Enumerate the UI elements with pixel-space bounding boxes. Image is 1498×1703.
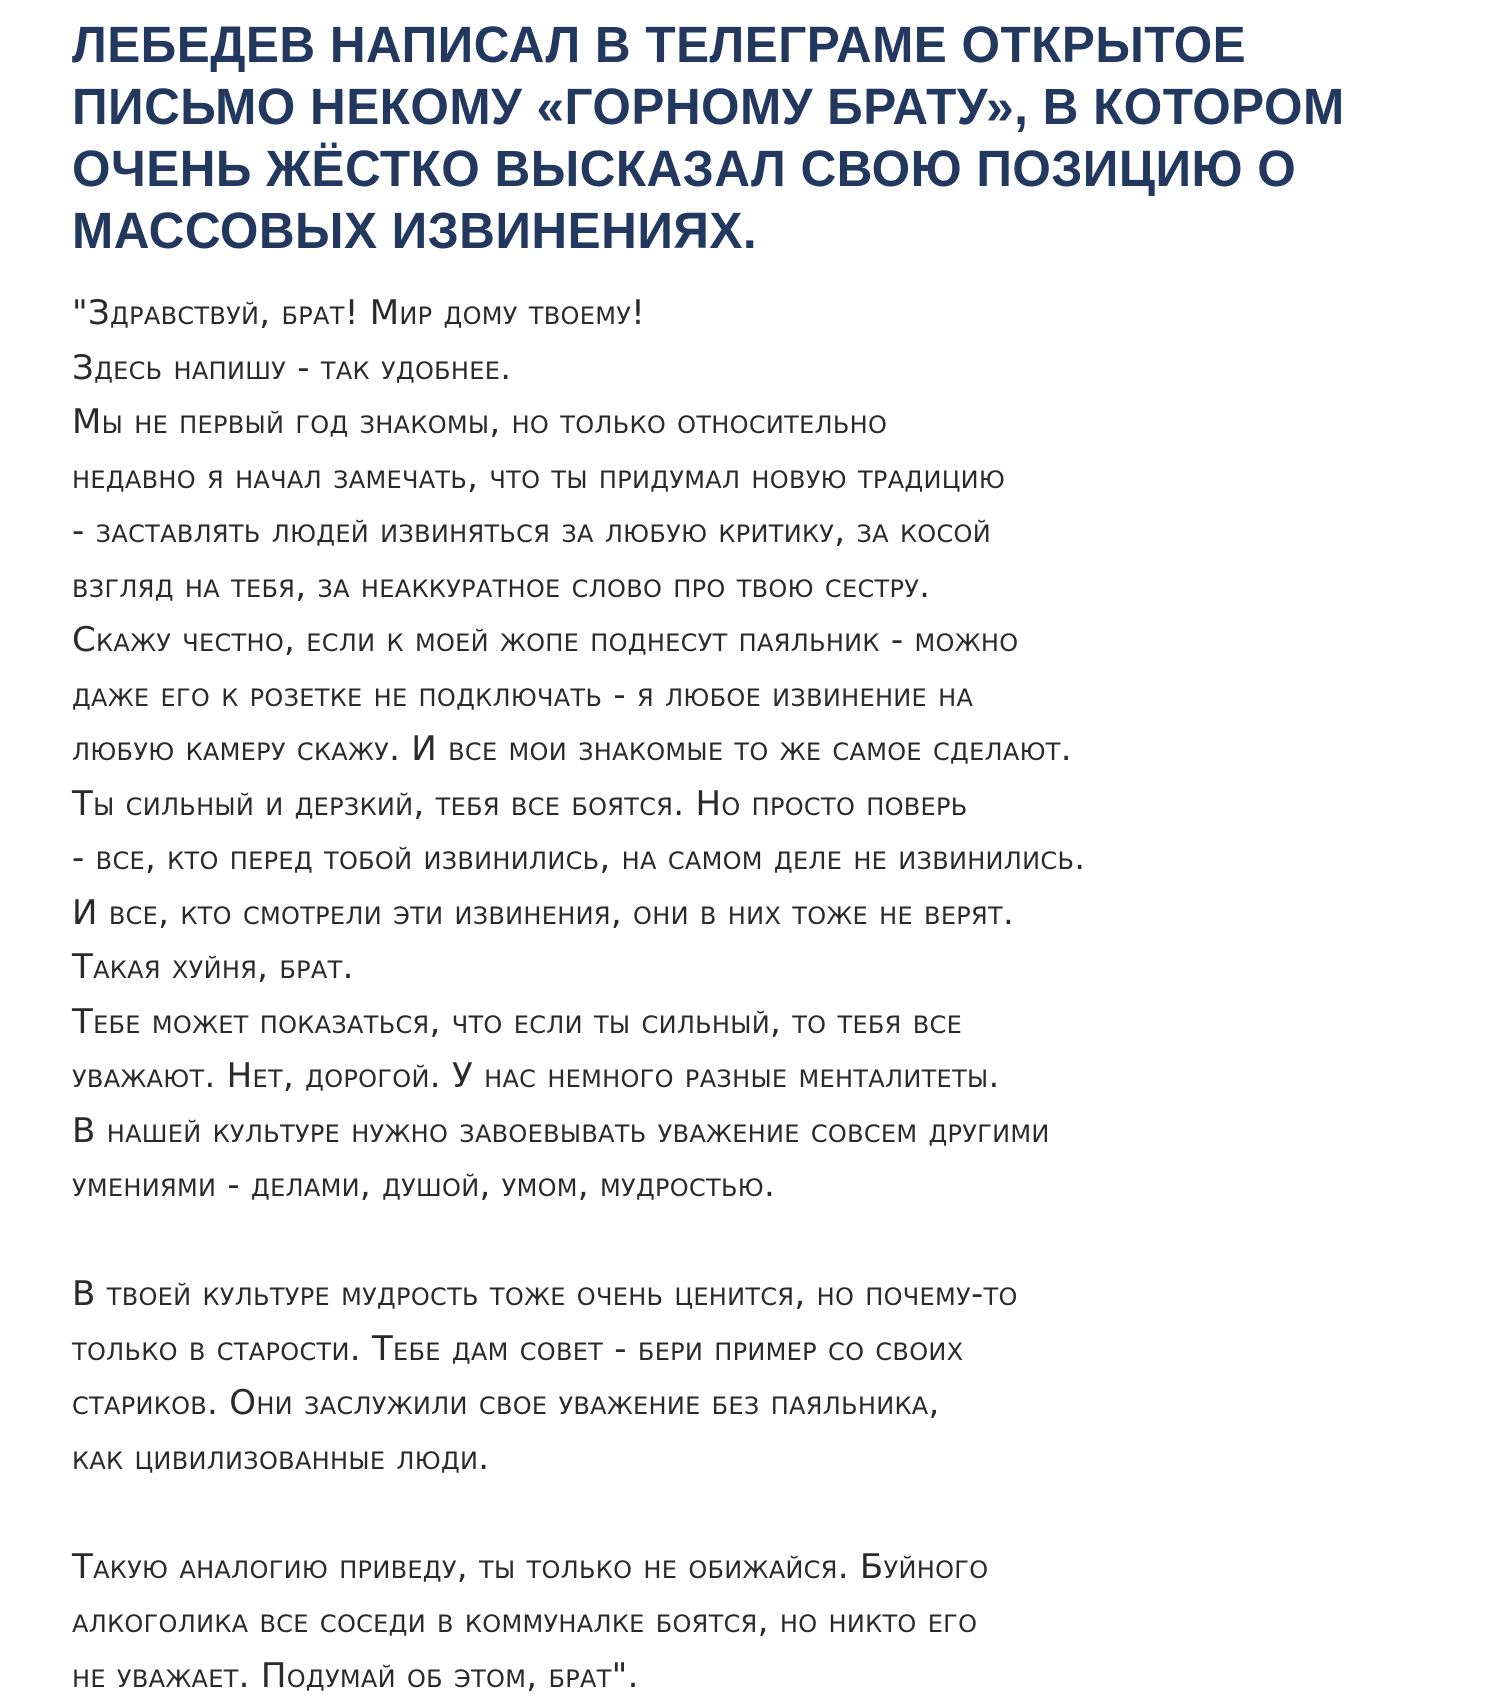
letter-body xyxy=(72,286,1472,1703)
text-line: В твоей культуре мудрость тоже очень ценится, но почему-то xyxy=(72,1267,1472,1322)
text-line: как цивилизованные люди. xyxy=(72,1431,1472,1486)
text-line: Такую аналогию приведу, ты только не обижайся. Буйного xyxy=(72,1540,1472,1595)
paragraph-2 xyxy=(72,1267,1472,1485)
text-line: - заставлять людей извиняться за любую критику, за косой xyxy=(72,504,1472,559)
text-line: только в старости. Тебе дам совет - бери пример со своих xyxy=(72,1322,1472,1377)
text-line: недавно я начал замечать, что ты придумал новую традицию xyxy=(72,450,1472,505)
headline-line: МАССОВЫХ ИЗВИНЕНИЯХ. xyxy=(72,200,1430,262)
text-line: Мы не первый год знакомы, но только относительно xyxy=(72,395,1472,450)
text-line: Скажу честно, если к моей жопе поднесут паяльник - можно xyxy=(72,613,1472,668)
headline xyxy=(72,14,1430,262)
text-line: Такая хуйня, брат. xyxy=(72,940,1472,995)
text-line: алкоголика все соседи в коммуналке боятся, но никто его xyxy=(72,1594,1472,1649)
text-line: "Здравствуй, брат! Мир дому твоему! xyxy=(72,286,1472,341)
text-line: даже его к розетке не подключать - я любое извинение на xyxy=(72,668,1472,723)
text-line: стариков. Они заслужили свое уважение без паяльника, xyxy=(72,1376,1472,1431)
text-line: И все, кто смотрели эти извинения, они в них тоже не верят. xyxy=(72,886,1472,941)
headline-line: ОЧЕНЬ ЖЁСТКО ВЫСКАЗАЛ СВОЮ ПОЗИЦИЮ О xyxy=(72,138,1430,200)
article xyxy=(72,14,1472,1703)
text-line: Ты сильный и дерзкий, тебя все боятся. Но просто поверь xyxy=(72,777,1472,832)
text-line: уважают. Нет, дорогой. У нас немного разные менталитеты. xyxy=(72,1049,1472,1104)
headline-line: ПИСЬМО НЕКОМУ «ГОРНОМУ БРАТУ», В КОТОРОМ xyxy=(72,76,1430,138)
text-line: умениями - делами, душой, умом, мудростью. xyxy=(72,1158,1472,1213)
text-line: Тебе может показаться, что если ты сильный, то тебя все xyxy=(72,995,1472,1050)
paragraph-3 xyxy=(72,1540,1472,1703)
text-line: взгляд на тебя, за неаккуратное слово про твою сестру. xyxy=(72,559,1472,614)
text-line: любую камеру скажу. И все мои знакомые то же самое сделают. xyxy=(72,722,1472,777)
text-line: не уважает. Подумай об этом, брат". xyxy=(72,1649,1472,1703)
headline-line: ЛЕБЕДЕВ НАПИСАЛ В ТЕЛЕГРАМЕ ОТКРЫТОЕ xyxy=(72,14,1430,76)
text-line: - все, кто перед тобой извинились, на самом деле не извинились. xyxy=(72,831,1472,886)
text-line: Здесь напишу - так удобнее. xyxy=(72,341,1472,396)
text-line: В нашей культуре нужно завоевывать уважение совсем другими xyxy=(72,1104,1472,1159)
paragraph-1 xyxy=(72,286,1472,1213)
